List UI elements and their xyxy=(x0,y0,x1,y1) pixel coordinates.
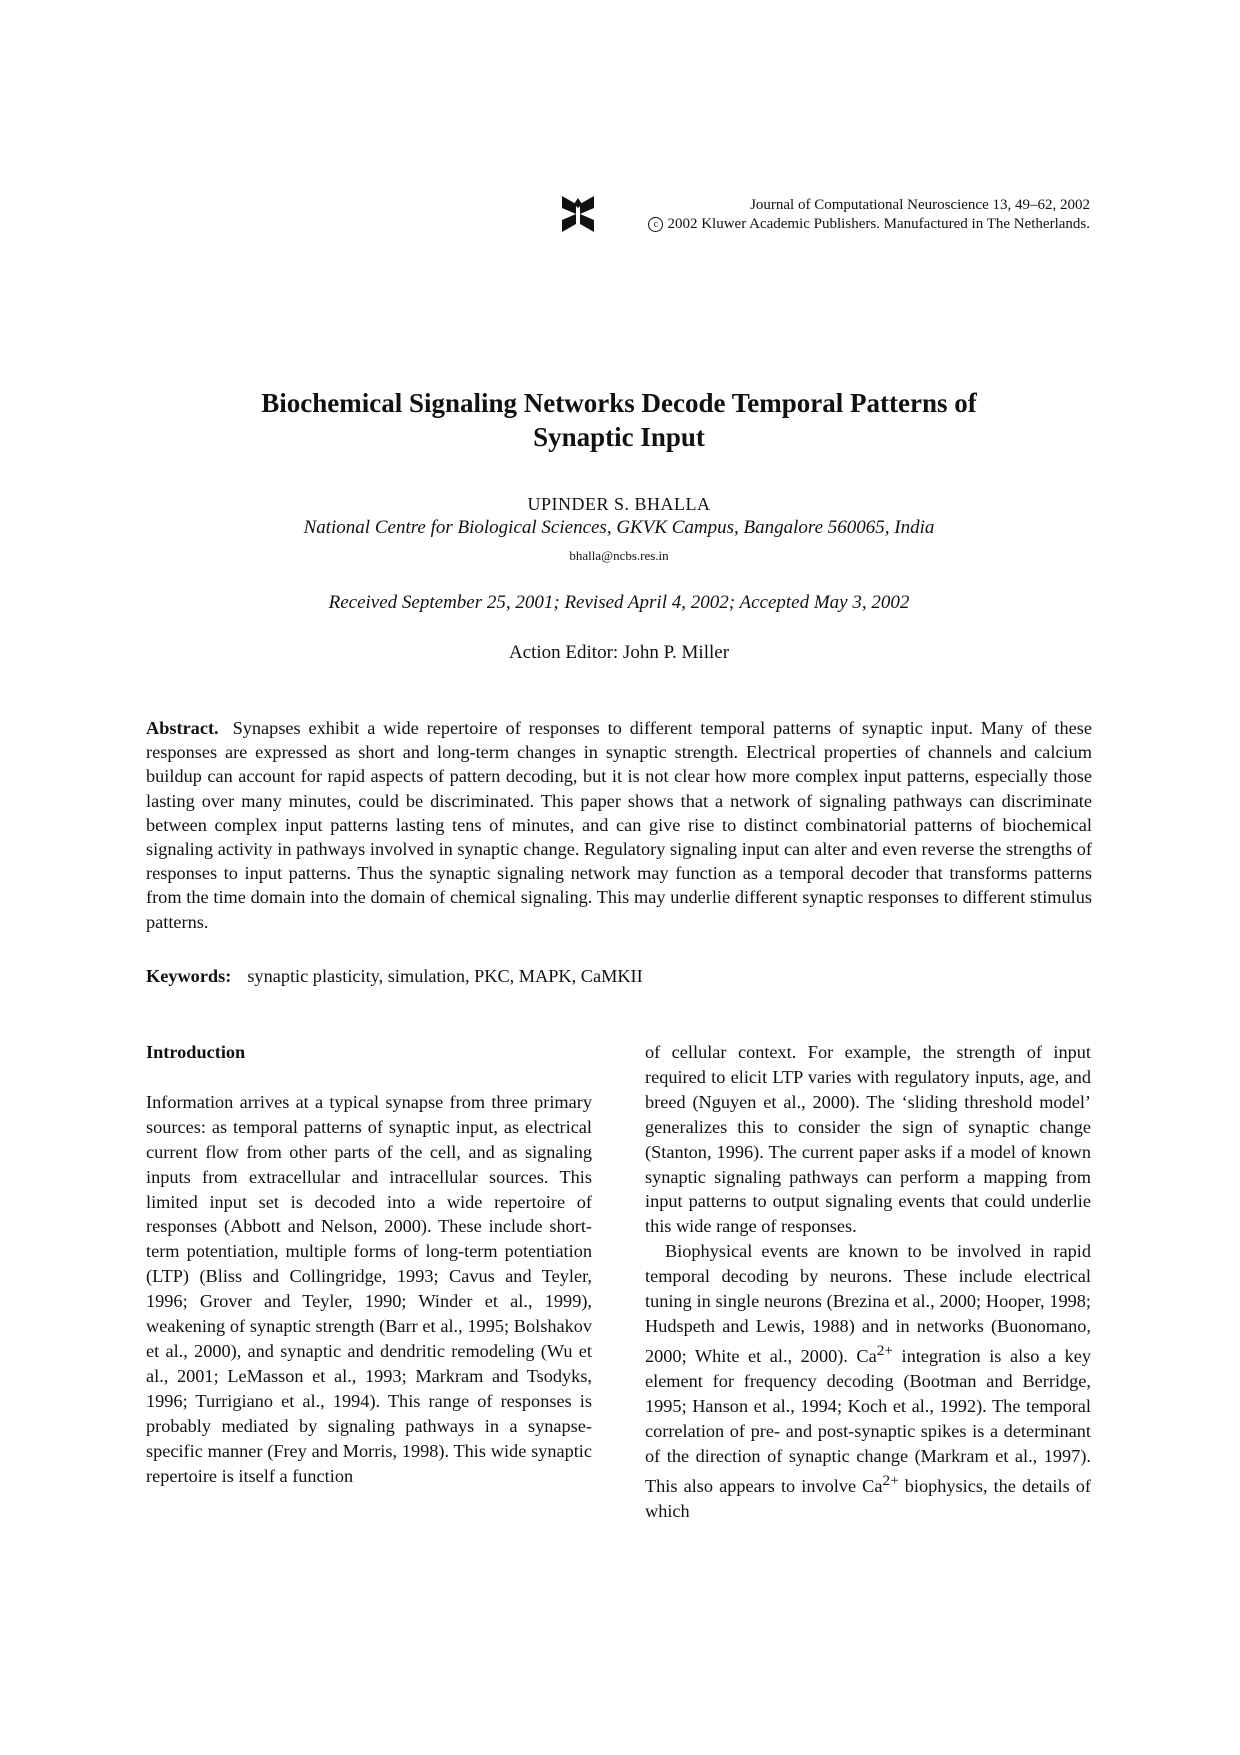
author-name: UPINDER S. BHALLA xyxy=(527,494,711,514)
keywords-text: synaptic plasticity, simulation, PKC, MAPK, CaMKII xyxy=(247,966,643,986)
action-editor: Action Editor: John P. Miller xyxy=(508,642,730,663)
journal-header xyxy=(560,194,1090,240)
calcium-superscript: 2+ xyxy=(876,1341,893,1359)
right-column xyxy=(645,1040,1091,1523)
keywords xyxy=(146,966,643,987)
author-affiliation: National Centre for Biological Sciences, GKVK Campus, Bangalore 560065, India xyxy=(303,517,935,538)
journal-citation-block xyxy=(648,196,1090,234)
intro-paragraph-2: of cellular context. For example, the strength of input required to elicit LTP varies with regulatory inputs, age, and breed (Nguyen et al., 2000). The ‘sliding threshold model’ generalizes this to consider the sign of synaptic change (Stanton, 1996). The current paper asks if a model of known synaptic signaling pathways can perform a mapping from input patterns to output signaling events that could underlie this wide range of responses. xyxy=(645,1042,1091,1237)
copyright-line xyxy=(648,215,1090,234)
intro-paragraph-3-part1: Biophysical events are known to be involved in rapid temporal decoding by neurons. These include electrical tuning in single neurons (Brezina et al., 2000; Hooper, 1998; Hudspeth and Lewis, 1988) and in networks (Buonomano, 2000; White et al., 2000). Ca xyxy=(645,1241,1091,1366)
left-column xyxy=(146,1040,592,1488)
introduction-heading: Introduction xyxy=(146,1042,246,1062)
calcium-superscript: 2+ xyxy=(882,1471,899,1489)
intro-paragraph-3-part3: biophysics, the details of which xyxy=(645,1475,1091,1521)
publisher-logo xyxy=(560,194,596,234)
paper-title xyxy=(140,386,1098,454)
copyright-text: 2002 Kluwer Academic Publishers. Manufactured in The Netherlands. xyxy=(667,216,1090,232)
paper-title-text: Biochemical Signaling Networks Decode Temporal Patterns of Synaptic Input xyxy=(261,388,977,452)
abstract xyxy=(146,716,1092,934)
abstract-label: Abstract. xyxy=(146,718,219,738)
keywords-label: Keywords: xyxy=(146,966,232,986)
intro-paragraph-3 xyxy=(645,1239,1091,1523)
intro-paragraph-1: Information arrives at a typical synapse from three primary sources: as temporal patterns of synaptic input, as electrical current flow from other parts of the cell, and as signaling inputs from extracellular and intracellular sources. This limited input set is decoded into a wide repertoire of responses (Abbott and Nelson, 2000). These include short-term potentiation, multiple forms of long-term potentiation (LTP) (Bliss and Collingridge, 1993; Cavus and Teyler, 1996; Grover and Teyler, 1990; Winder et al., 1999), weakening of synaptic strength (Barr et al., 1995; Bolshakov et al., 2000), and synaptic and dendritic remodeling (Wu et al., 2001; LeMasson et al., 1993; Markram and Tsodyks, 1996; Turrigiano et al., 1994). This range of responses is probably mediated by signaling pathways in a synapse-specific manner (Frey and Morris, 1998). This wide synaptic repertoire is itself a function xyxy=(146,1091,592,1486)
copyright-symbol: c xyxy=(648,217,663,232)
submission-dates: Received September 25, 2001; Revised April 4, 2002; Accepted May 3, 2002 xyxy=(328,592,910,613)
author-email: bhalla@ncbs.res.in xyxy=(569,548,669,563)
journal-citation: Journal of Computational Neuroscience 13, 49–62, 2002 xyxy=(750,197,1090,213)
abstract-text: Synapses exhibit a wide repertoire of responses to different temporal patterns of synaptic input. Many of these responses are expressed as short and long-term changes in synaptic strength. Electrical properties of channels and calcium buildup can account for rapid aspects of pattern decoding, but it is not clear how more complex input patterns, especially those lasting over many minutes, could be discriminated. This paper shows that a network of signaling pathways can discriminate between complex input patterns lasting tens of minutes, and can give rise to distinct combinatorial patterns of biochemical signaling activity in pathways involved in synaptic change. Regulatory signaling input can alter and even reverse the strengths of responses to input patterns. Thus the synaptic signaling network may function as a temporal decoder that transforms patterns from the time domain into the domain of chemical signaling. This may underlie different synaptic responses to different stimulus patterns. xyxy=(146,718,1092,932)
intro-paragraph-3-part2: integration is also a key element for frequency decoding (Bootman and Berridge, 1995; Hanson et al., 1994; Koch et al., 1992). The temporal correlation of pre- and post-synaptic spikes is a determinant of the direction of synaptic change (Markram et al., 1997). This also appears to involve Ca xyxy=(645,1345,1091,1496)
